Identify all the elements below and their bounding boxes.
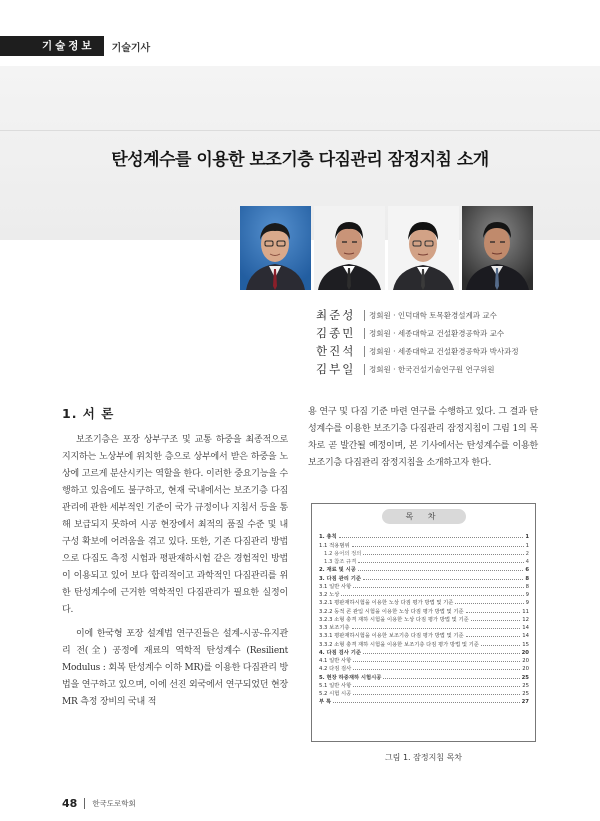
toc-entry-page: 14 [522, 625, 529, 631]
toc-title: 목 차 [382, 509, 466, 524]
toc-leader-dots [352, 546, 524, 547]
toc-entry-label: 4.2 다짐 검사 [319, 666, 352, 673]
toc-entry-label: 3.2 노상 [319, 592, 340, 598]
body-paragraph: 이에 한국형 포장 설계법 연구진들은 설계-시공-유지관리 전(全) 공정에 재료의 역학적 탄성계수 (Resilient Modulus : 회복 탄성계수 이하 MR)를 이용한 다짐관리 방법을 연구하고 있으며, 이에 선진 외국에서 연구되었던 현장 MR 측정 장비의 국내 적 [62, 629, 288, 707]
toc-entry-page: 20 [521, 649, 529, 656]
toc-entry-page: 25 [522, 691, 529, 697]
title-divider [0, 130, 600, 131]
toc-leader-dots [471, 620, 521, 621]
toc-entry [319, 648, 529, 656]
toc-entry-page: 8 [525, 575, 529, 582]
toc-entry [319, 540, 529, 548]
toc-leader-dots [341, 595, 523, 596]
toc-entry-label: 3.1 일반 사항 [319, 583, 352, 590]
toc-entry-page: 8 [525, 583, 529, 590]
toc-entry-page: 6 [525, 567, 529, 574]
author-name: 한진석 [316, 344, 356, 358]
figure-caption: 그림 1. 잠정지침 목차 [384, 753, 463, 762]
toc-entry [319, 532, 529, 540]
toc-entry-label: 5.1 일반 사항 [319, 682, 352, 689]
toc-entry-label: 3.3 보조기층 [319, 625, 350, 631]
toc-entry [319, 582, 529, 590]
toc-leader-dots [339, 537, 524, 538]
separator [364, 328, 365, 339]
toc-leader-dots [383, 678, 519, 679]
author-name: 김종민 [316, 326, 356, 340]
page-footer [62, 797, 136, 810]
author-photo-4 [462, 206, 533, 290]
toc-leader-dots [466, 636, 521, 637]
toc-entry [319, 664, 529, 672]
author-affiliation: 정회원 · 한국건설기술연구원 연구위원 [369, 364, 495, 374]
toc-entry-label: 3. 다짐 관리 기준 [319, 575, 361, 582]
toc-entry-label: 4.1 일반 사항 [319, 658, 352, 664]
toc-leader-dots [333, 702, 520, 703]
toc-entry [319, 557, 529, 565]
toc-entry-page: 12 [522, 616, 529, 623]
toc-entry-page: 11 [522, 608, 529, 615]
subsection-label: 기술기사 [111, 42, 151, 54]
toc-entry [319, 656, 529, 664]
toc-list [319, 532, 529, 705]
toc-leader-dots [353, 694, 520, 695]
toc-entry-label: 부 록 [319, 699, 332, 706]
toc-entry-label: 2. 재료 및 시공 [319, 567, 356, 574]
body-paragraph: 보조기층은 포장 상부구조 및 교통 하중을 최종적으로 지지하는 노상부에 위치한 층으로 상부에서 받은 하중을 노상에 고르게 분산시키는 역할을 한다. 이러한 중요기능을 수행하고 있음에도 불구하고, 현재 국내에서는 보조기층 다짐관리에 관한 세부적인 기준이 국가 규정이나 지침서 등을 통해 보급되지 못하여 시공 현장에서 최적의 품질 수준 및 내구성 확보에 어려움을 겪고 있다. 또한, 기존 다짐관리 방법으로 다짐도 측정 시험과 평판재하시험 같은 경험적인 방법이 이용되고 있어 보다 합리적이고 과학적인 다짐관리를 위한 탄성계수에 근거한 역학적인 다짐관리가 필요한 실정이다. [62, 435, 288, 615]
author-affiliation: 정회원 · 세종대학교 건설환경공학과 박사과정 [369, 346, 519, 356]
toc-entry-label: 1.1 적용범위 [319, 542, 350, 549]
toc-leader-dots [353, 686, 520, 687]
toc-entry-label: 3.2.2 동적 콘 관입 시험을 이용한 노상 다짐 평가 방법 및 기준 [319, 608, 464, 615]
toc-entry-page: 25 [521, 674, 529, 681]
toc-entry-page: 1 [525, 534, 529, 541]
article-title: 탄성계수를 이용한 보조기층 다짐관리 잠정지침 소개 [111, 150, 489, 170]
toc-leader-dots [481, 645, 520, 646]
section-label: 기술정보 [0, 36, 104, 56]
toc-entry [319, 672, 529, 680]
toc-leader-dots [455, 603, 523, 604]
toc-entry-label: 1.3 참조 규격 [324, 559, 357, 565]
toc-leader-dots [353, 587, 523, 588]
toc-leader-dots [352, 628, 521, 629]
publisher-name: 한국도로학회 [92, 799, 136, 808]
toc-entry-page: 20 [522, 658, 529, 664]
author-name: 최준성 [316, 308, 356, 322]
toc-entry-page: 1 [525, 542, 529, 549]
toc-entry [319, 615, 529, 623]
toc-entry-label: 5. 현장 하중재하 시험시공 [319, 674, 382, 681]
toc-entry [319, 598, 529, 606]
section-heading: 1. 서 론 [62, 406, 115, 421]
toc-leader-dots [363, 653, 520, 654]
toc-leader-dots [466, 612, 521, 613]
toc-entry-page: 14 [522, 633, 529, 640]
author-photo-1 [240, 206, 311, 290]
toc-leader-dots [363, 579, 523, 580]
toc-entry [319, 565, 529, 573]
toc-entry [319, 689, 529, 697]
toc-entry [319, 681, 529, 689]
toc-entry [319, 549, 529, 557]
toc-entry-page: 20 [522, 666, 529, 673]
toc-entry-label: 3.3.1 평판재하시험을 이용한 보조기층 다짐 평가 방법 및 기준 [319, 633, 464, 640]
toc-entry-page: 9 [525, 600, 529, 607]
separator [84, 798, 85, 809]
toc-leader-dots [358, 562, 523, 563]
author-photo-3 [388, 206, 459, 290]
author-entry [316, 306, 519, 324]
toc-entry-label: 3.2.3 소형 충격 재하 시험을 이용한 노상 다짐 평가 방법 및 기준 [319, 616, 469, 623]
body-column-right [308, 404, 538, 479]
author-list [316, 306, 519, 378]
author-entry [316, 360, 519, 378]
toc-entry [319, 623, 529, 631]
toc-entry [319, 590, 529, 598]
author-name: 김부일 [316, 362, 356, 376]
toc-entry [319, 631, 529, 639]
author-photo-2 [314, 206, 385, 290]
separator [364, 310, 365, 321]
toc-leader-dots [363, 554, 523, 555]
toc-entry-label: 1.2 용어의 정의 [324, 550, 362, 557]
toc-leader-dots [353, 669, 520, 670]
author-entry [316, 342, 519, 360]
toc-leader-dots [353, 661, 520, 662]
toc-entry-label: 3.2.1 평판재하시험을 이용한 노상 다짐 평가 방법 및 기준 [319, 600, 454, 607]
body-column-left [62, 432, 288, 718]
author-entry [316, 324, 519, 342]
toc-entry [319, 573, 529, 581]
separator [364, 346, 365, 357]
section-header [0, 36, 150, 56]
author-affiliation: 정회원 · 인덕대학 토목환경설계과 교수 [369, 310, 497, 320]
toc-entry-label: 5.2 시험 시공 [319, 691, 352, 697]
toc-entry-label: 3.3.2 소형 충격 재하 시험을 이용한 보조기층 다짐 평가 방법 및 기준 [319, 641, 479, 648]
body-paragraph: 용 연구 및 다짐 기준 마련 연구를 수행하고 있다. 그 결과 탄성계수를 이용한 보조기층 다짐관리 잠정지침이 그림 1의 목차로 곧 발간될 예정이며, 본 기사에서는 탄성계수를 이용한 보조기층 다짐관리 잠정지침을 소개하고자 한다. [308, 407, 538, 468]
author-photos [240, 206, 533, 290]
separator [364, 364, 365, 375]
toc-entry-label: 1. 총칙 [319, 534, 337, 541]
page-number: 48 [62, 797, 78, 810]
toc-entry-label: 4. 다짐 검사 기준 [319, 649, 361, 656]
author-affiliation: 정회원 · 세종대학교 건설환경공학과 교수 [369, 328, 505, 338]
toc-entry [319, 697, 529, 705]
toc-figure [311, 503, 536, 742]
toc-entry-page: 15 [522, 641, 529, 648]
toc-entry [319, 639, 529, 647]
toc-entry [319, 606, 529, 614]
toc-entry-page: 25 [522, 682, 529, 689]
toc-leader-dots [358, 570, 523, 571]
toc-entry-page: 27 [521, 699, 529, 706]
toc-entry-page: 9 [525, 592, 529, 598]
toc-entry-page: 2 [525, 550, 529, 557]
toc-entry-page: 4 [525, 559, 529, 565]
